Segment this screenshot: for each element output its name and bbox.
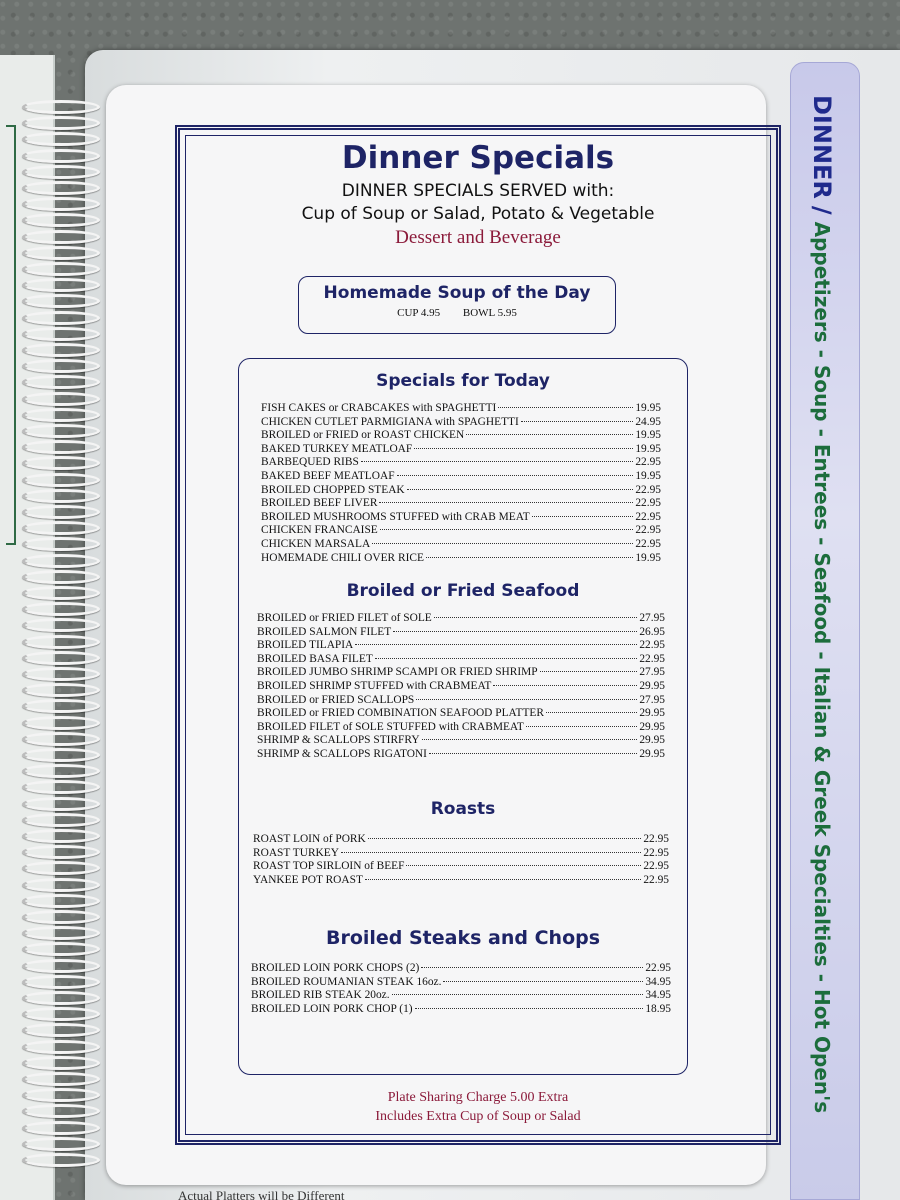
menu-item-price: 22.95 (635, 483, 661, 496)
menu-item-price: 22.95 (635, 456, 661, 469)
menu-item-price: 29.95 (639, 734, 665, 747)
spiral-coil (22, 699, 100, 713)
spiral-coil (22, 554, 100, 568)
menu-item-price: 22.95 (639, 639, 665, 652)
plate-sharing-note: Includes Extra Cup of Soup or Salad (375, 1109, 581, 1124)
menu-item-price: 22.95 (643, 846, 669, 859)
spiral-coil (22, 764, 100, 778)
footer (180, 1088, 776, 1126)
spiral-coil (22, 278, 100, 292)
spiral-coil (22, 262, 100, 276)
menu-item-row (251, 962, 671, 976)
soup-cup-price: CUP 4.95 (397, 307, 441, 319)
menu-item-name: BAKED BEEF MEATLOAF (261, 469, 395, 482)
spiral-coil (22, 732, 100, 746)
menu-item-name: BROILED MUSHROOMS STUFFED with CRAB MEAT (261, 510, 530, 523)
spiral-coil (22, 197, 100, 211)
spiral-coil (22, 942, 100, 956)
spiral-coil (22, 537, 100, 551)
spiral-coil (22, 149, 100, 163)
menu-item-row (257, 639, 665, 653)
menu-item-row (251, 989, 671, 1003)
menu-item-name: BROILED BEEF LIVER (261, 497, 378, 510)
spiral-coil (22, 1040, 100, 1054)
spiral-coil (22, 1056, 100, 1070)
menu-item-row (253, 833, 669, 847)
menu-item-row (257, 653, 665, 667)
section-title: Broiled or Fried Seafood (346, 581, 580, 601)
menu-item-price: 22.95 (635, 524, 661, 537)
leader-dots (406, 865, 641, 866)
leader-dots (368, 838, 642, 839)
spiral-coil (22, 230, 100, 244)
menu-item-price: 18.95 (645, 1002, 671, 1015)
page-title: Dinner Specials (341, 140, 615, 176)
menu-item-row (261, 538, 661, 552)
menu-item-name: BROILED or FRIED SCALLOPS (257, 693, 415, 706)
spiral-coil (22, 181, 100, 195)
menu-item-row (257, 707, 665, 721)
leader-dots (526, 726, 638, 727)
spiral-coil (22, 683, 100, 697)
menu-item-price: 19.95 (635, 442, 661, 455)
menu-item-row (251, 1003, 671, 1017)
spiral-coil (22, 748, 100, 762)
header (180, 140, 776, 250)
spiral-coil (22, 602, 100, 616)
spiral-coil (22, 246, 100, 260)
menu-item-price: 29.95 (639, 720, 665, 733)
soup-prices (299, 307, 615, 319)
menu-item-price: 19.95 (635, 469, 661, 482)
menu-item-name: BROILED SALMON FILET (257, 625, 392, 638)
leader-dots (540, 671, 638, 672)
menu-item-row (257, 748, 665, 762)
spiral-coil (22, 1121, 100, 1135)
extras-text: Dessert and Beverage (395, 227, 561, 248)
spiral-coil (22, 440, 100, 454)
dinner-specials-card (106, 85, 766, 1185)
menu-item-price: 19.95 (635, 429, 661, 442)
spiral-coil (22, 813, 100, 827)
spiral-coil (22, 1007, 100, 1021)
spiral-coil (22, 635, 100, 649)
menu-item-name: CHICKEN FRANCAISE (261, 524, 378, 537)
menu-item-name: BROILED CHOPPED STEAK (261, 483, 405, 496)
spiral-coil (22, 991, 100, 1005)
spiral-coil (22, 878, 100, 892)
menu-item-price: 22.95 (643, 833, 669, 845)
menu-item-name: SHRIMP & SCALLOPS RIGATONI (257, 747, 427, 760)
section-title: Roasts (430, 799, 496, 819)
leader-dots (421, 967, 643, 968)
menu-item-row (261, 524, 661, 538)
menu-item-price: 29.95 (639, 707, 665, 720)
spiral-coil (22, 408, 100, 422)
tab-separator: / (808, 205, 836, 215)
card-frame (175, 125, 781, 1145)
menu-item-row (257, 612, 665, 626)
menu-item-row (261, 484, 661, 498)
spiral-coil (22, 716, 100, 730)
spiral-coil (22, 359, 100, 373)
section-title: Broiled Steaks and Chops (325, 927, 601, 949)
leader-dots (372, 543, 633, 544)
menu-item-name: BROILED ROUMANIAN STEAK 16oz. (251, 975, 442, 988)
spiral-coil (22, 667, 100, 681)
spiral-binding (22, 100, 107, 1180)
menu-item-price: 22.95 (635, 497, 661, 510)
leader-dots (521, 421, 634, 422)
section-items (239, 402, 687, 565)
menu-item-row (257, 626, 665, 640)
spiral-coil (22, 165, 100, 179)
leader-dots (397, 475, 634, 476)
menu-item-name: BROILED BASA FILET (257, 652, 373, 665)
menu-item-price: 29.95 (639, 679, 665, 692)
spiral-coil (22, 456, 100, 470)
leader-dots (392, 994, 644, 995)
menu-item-name: BROILED LOIN PORK CHOPS (2) (251, 962, 420, 974)
menu-section (239, 799, 687, 887)
spiral-coil (22, 1153, 100, 1167)
sides-text: Cup of Soup or Salad, Potato & Vegetable (301, 204, 655, 224)
menu-item-row (261, 470, 661, 484)
menu-item-row (257, 694, 665, 708)
menu-items-box (238, 358, 688, 1075)
leader-dots (361, 461, 634, 462)
menu-item-name: BROILED JUMBO SHRIMP SCAMPI OR FRIED SHRIMP (257, 666, 538, 679)
menu-item-price: 22.95 (635, 537, 661, 550)
leader-dots (532, 516, 634, 517)
menu-item-row (253, 860, 669, 874)
spiral-coil (22, 894, 100, 908)
menu-item-name: CHICKEN MARSALA (261, 537, 371, 550)
menu-item-row (253, 874, 669, 888)
spiral-coil (22, 1137, 100, 1151)
menu-item-name: BROILED LOIN PORK CHOP (1) (251, 1002, 413, 1015)
leader-dots (365, 879, 641, 880)
menu-item-price: 22.95 (643, 860, 669, 873)
menu-section (239, 581, 687, 762)
menu-item-row (257, 721, 665, 735)
menu-item-row (253, 847, 669, 861)
menu-item-row (261, 497, 661, 511)
menu-item-name: ROAST LOIN of PORK (253, 833, 366, 845)
leader-dots (393, 631, 637, 632)
spiral-coil (22, 392, 100, 406)
menu-section (239, 927, 687, 1016)
tab-sections: Appetizers - Soup - Entrees - Seafood - Italian & Greek Specialties - Hot Open's (810, 221, 834, 1114)
spiral-coil (22, 926, 100, 940)
menu-item-row (261, 416, 661, 430)
menu-item-name: CHICKEN CUTLET PARMIGIANA with SPAGHETTI (261, 415, 519, 428)
menu-item-name: ROAST TOP SIRLOIN of BEEF (253, 860, 405, 873)
menu-item-name: BROILED or FRIED or ROAST CHICKEN (261, 429, 465, 442)
spiral-coil (22, 1072, 100, 1086)
soup-title: Homemade Soup of the Day (323, 283, 591, 303)
spiral-coil (22, 294, 100, 308)
menu-item-name: ROAST TURKEY (253, 846, 339, 859)
leader-dots (341, 852, 641, 853)
menu-item-row (261, 511, 661, 525)
leader-dots (422, 739, 638, 740)
leader-dots (498, 407, 633, 408)
green-border-decoration (6, 125, 16, 545)
menu-item-price: 22.95 (643, 873, 669, 886)
spiral-coil (22, 116, 100, 130)
leader-dots (355, 644, 637, 645)
menu-item-price: 19.95 (635, 551, 661, 564)
spiral-coil (22, 505, 100, 519)
leader-dots (415, 1008, 644, 1009)
soup-of-day-box (298, 276, 616, 334)
menu-item-price: 24.95 (635, 415, 661, 428)
spiral-coil (22, 424, 100, 438)
spiral-coil (22, 132, 100, 146)
spiral-coil (22, 651, 100, 665)
menu-item-price: 22.95 (635, 510, 661, 523)
soup-bowl-price: BOWL 5.95 (462, 307, 517, 319)
menu-item-row (261, 443, 661, 457)
menu-item-row (257, 734, 665, 748)
menu-item-price: 26.95 (639, 625, 665, 638)
spiral-coil (22, 1088, 100, 1102)
spiral-coil (22, 100, 100, 114)
menu-item-name: BROILED or FRIED FILET of SOLE (257, 612, 432, 624)
menu-section (239, 371, 687, 565)
spiral-coil (22, 910, 100, 924)
plate-sharing-charge: Plate Sharing Charge 5.00 Extra (387, 1090, 569, 1105)
leader-dots (407, 489, 634, 490)
menu-item-price: 34.95 (645, 989, 671, 1002)
spiral-coil (22, 489, 100, 503)
menu-item-name: BARBEQUED RIBS (261, 456, 359, 469)
menu-item-name: BAKED TURKEY MEATLOAF (261, 442, 413, 455)
spiral-coil (22, 959, 100, 973)
spiral-coil (22, 343, 100, 357)
tab-title: DINNER (808, 95, 836, 199)
menu-item-row (257, 680, 665, 694)
menu-item-name: BROILED RIB STEAK 20oz. (251, 989, 390, 1002)
menu-item-name: HOMEMADE CHILI OVER RICE (261, 551, 424, 564)
leader-dots (493, 685, 637, 686)
menu-item-price: 34.95 (645, 975, 671, 988)
menu-item-name: BROILED TILAPIA (257, 639, 354, 652)
leader-dots (380, 529, 634, 530)
dinner-tab-label (808, 95, 836, 1113)
spiral-coil (22, 861, 100, 875)
leader-dots (414, 448, 633, 449)
menu-item-price: 19.95 (635, 402, 661, 414)
menu-item-row (261, 429, 661, 443)
menu-item-price: 27.95 (639, 612, 665, 624)
menu-item-row (261, 402, 661, 416)
leader-dots (434, 617, 638, 618)
leader-dots (379, 502, 633, 503)
spiral-coil (22, 780, 100, 794)
section-items (239, 962, 687, 1016)
spiral-coil (22, 845, 100, 859)
section-title: Specials for Today (376, 371, 550, 391)
spiral-coil (22, 327, 100, 341)
menu-item-price: 27.95 (639, 666, 665, 679)
spiral-coil (22, 570, 100, 584)
bottom-note: Actual Platters will be Different (178, 1188, 345, 1200)
spiral-coil (22, 586, 100, 600)
menu-item-row (257, 666, 665, 680)
menu-item-name: BROILED SHRIMP STUFFED with CRABMEAT (257, 679, 492, 692)
leader-dots (416, 699, 637, 700)
spiral-coil (22, 1023, 100, 1037)
menu-item-row (261, 456, 661, 470)
leader-dots (443, 981, 643, 982)
leader-dots (546, 712, 637, 713)
menu-item-row (261, 552, 661, 566)
menu-item-name: SHRIMP & SCALLOPS STIRFRY (257, 734, 420, 747)
leader-dots (375, 658, 638, 659)
spiral-coil (22, 618, 100, 632)
spiral-coil (22, 521, 100, 535)
spiral-coil (22, 375, 100, 389)
menu-item-price: 29.95 (639, 747, 665, 760)
menu-item-name: BROILED FILET of SOLE STUFFED with CRABMEAT (257, 720, 524, 733)
menu-item-row (251, 976, 671, 990)
menu-item-price: 22.95 (639, 652, 665, 665)
menu-item-price: 22.95 (645, 962, 671, 974)
spiral-coil (22, 311, 100, 325)
leader-dots (429, 753, 637, 754)
menu-item-name: YANKEE POT ROAST (253, 873, 363, 886)
spiral-coil (22, 975, 100, 989)
spiral-coil (22, 213, 100, 227)
section-items (239, 833, 687, 887)
spiral-coil (22, 1104, 100, 1118)
spiral-coil (22, 829, 100, 843)
served-with-text: DINNER SPECIALS SERVED with: (341, 181, 615, 201)
leader-dots (426, 557, 633, 558)
spiral-coil (22, 797, 100, 811)
menu-item-name: FISH CAKES or CRABCAKES with SPAGHETTI (261, 402, 497, 414)
spiral-coil (22, 473, 100, 487)
menu-item-name: BROILED or FRIED COMBINATION SEAFOOD PLATTER (257, 707, 544, 720)
menu-item-price: 27.95 (639, 693, 665, 706)
leader-dots (466, 434, 633, 435)
section-items (239, 612, 687, 762)
